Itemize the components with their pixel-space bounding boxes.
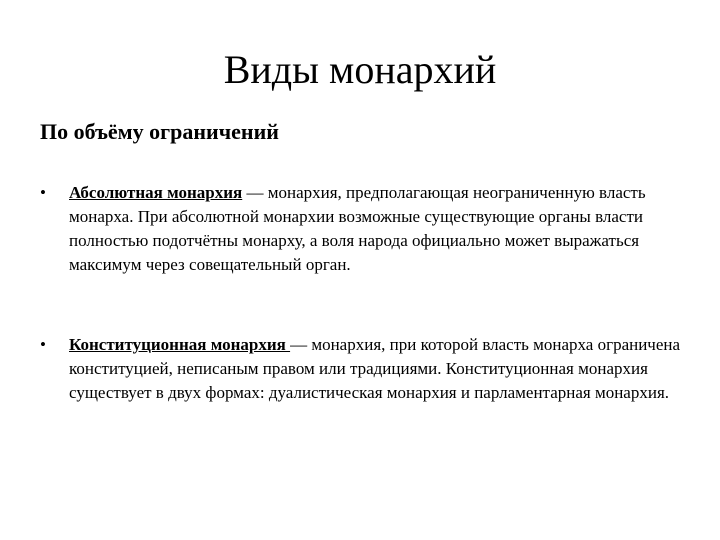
slide-subtitle: По объёму ограничений xyxy=(40,119,279,144)
bullet-term: Абсолютная монархия xyxy=(69,183,243,202)
bullet-term: Конституционная монархия xyxy=(69,335,291,354)
bullet-marker: • xyxy=(40,183,46,202)
bullet-item-absolute-monarchy xyxy=(40,181,685,277)
bullet-description: — монархия, предполагающая неограниченную власть монарха. При абсолютной монархии возможные существующие органы власти полностью подотчётны монарху, а воля народа официально может выражаться максимум через совещательный орган. xyxy=(69,183,646,274)
bullet-description: — монархия, при которой власть монарха ограничена конституцией, неписаным правом или традициями. Конституционная монархия существует в двух формах: дуалистическая монархия и парламентарная монархия. xyxy=(69,335,681,402)
bullet-text xyxy=(69,333,685,405)
bullet-marker: • xyxy=(40,335,46,354)
slide-title: Виды монархий xyxy=(223,47,497,92)
bullet-item-constitutional-monarchy xyxy=(40,333,685,405)
bullet-text xyxy=(69,181,685,277)
